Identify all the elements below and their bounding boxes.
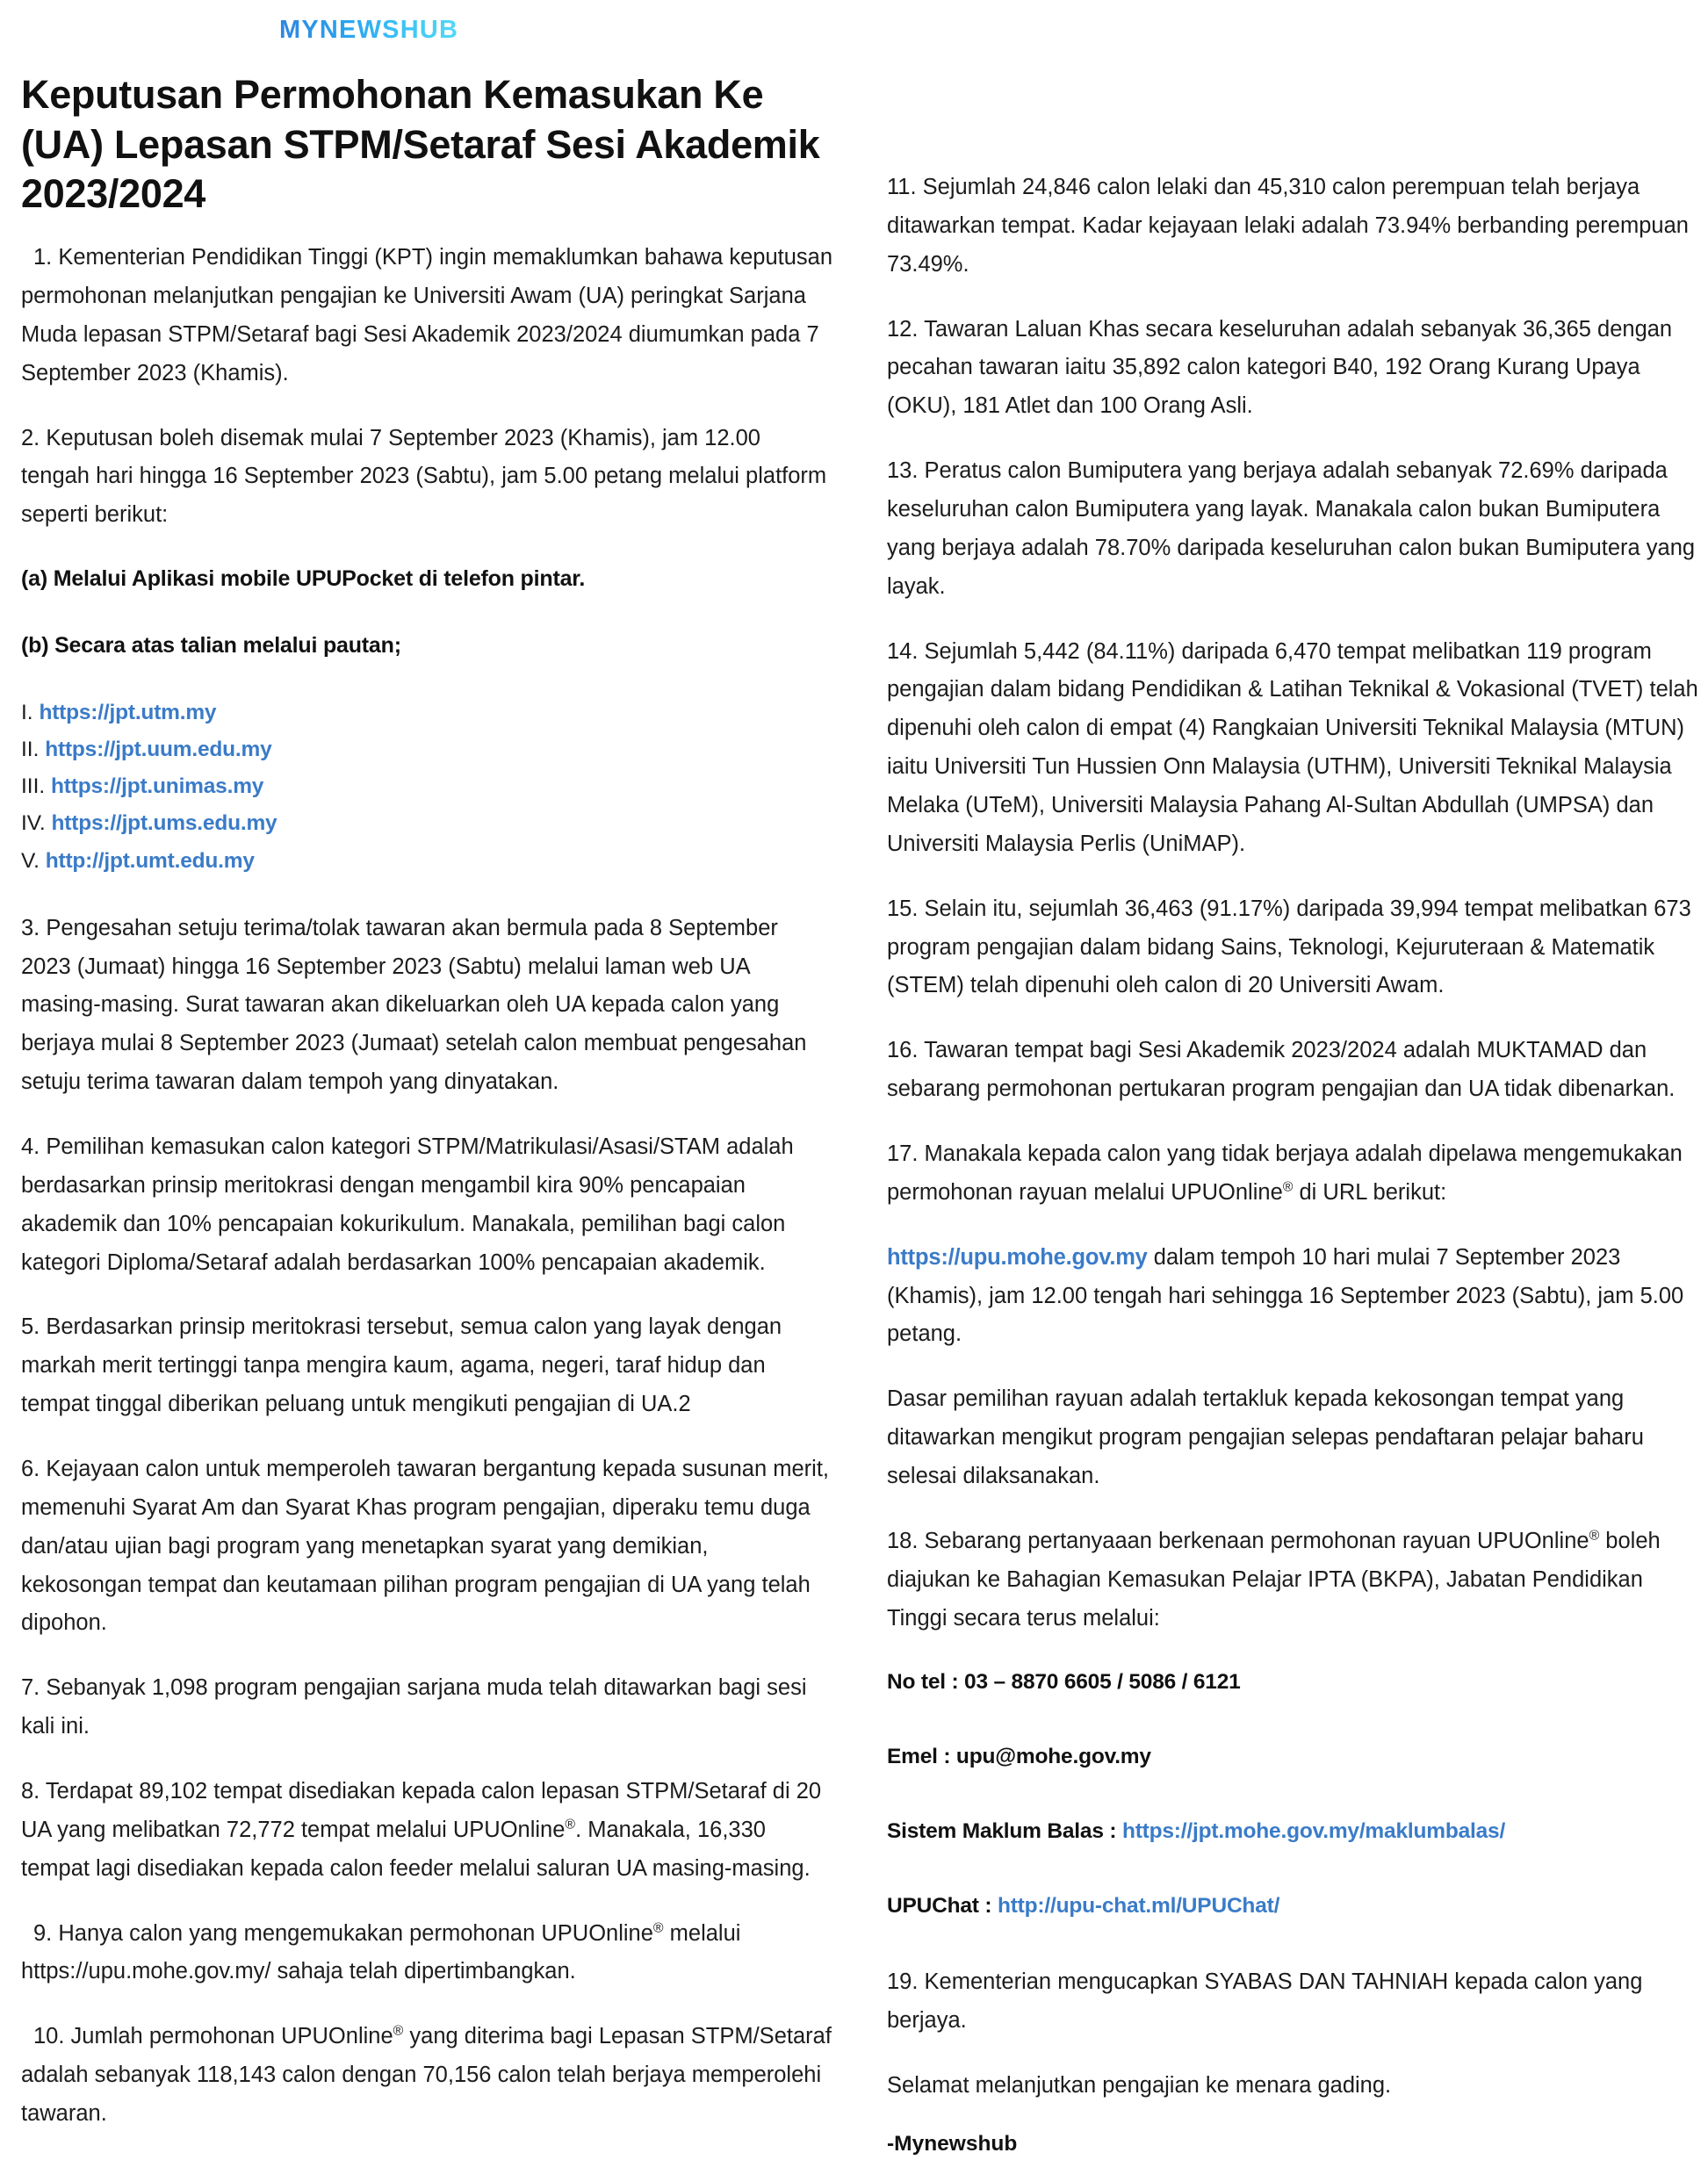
- link-jpt-umt[interactable]: http://jpt.umt.edu.my: [45, 848, 255, 873]
- list-item: [21, 843, 832, 880]
- paragraph-13: 13. Peratus calon Bumiputera yang berjaya adalah sebanyak 72.69% daripada keseluruhan calon Bumiputera yang layak. Manakala calon bukan Bumiputera yang berjaya adalah 78.70% daripada keseluruhan calon bukan Bumiputera yang layak.: [887, 458, 1696, 599]
- link-jpt-ums[interactable]: https://jpt.ums.edu.my: [51, 811, 277, 836]
- link-maklumbalas[interactable]: https://jpt.mohe.gov.my/maklumbalas/: [1121, 1818, 1506, 1843]
- site-header: [0, 0, 1708, 58]
- mynewshub-logo: MYNEWSHUB: [279, 16, 459, 44]
- paragraph-6: 6. Kejayaan calon untuk memperoleh tawaran bergantung kepada susunan merit, memenuhi Syarat Am dan Syarat Khas program pengajian, diperaku temu duga dan/atau ujian bagi program yang menetapkan syarat yang demikian, kekosongan tempat dan keutamaan pilihan program pengajian di UA yang telah dipohon.: [21, 1457, 830, 1636]
- closing-line: Selamat melanjutkan pengajian ke menara gading.: [887, 2072, 1392, 2098]
- page-title: Keputusan Permohonan Kemasukan Ke (UA) Lepasan STPM/Setaraf Sesi Akademik 2023/2024: [21, 72, 820, 217]
- paragraph-17: [887, 1135, 1698, 1213]
- paragraph-18: [887, 1523, 1698, 1638]
- paragraph-9-text-a: 9. Hanya calon yang mengemukakan permohonan UPUOnline: [33, 1920, 653, 1946]
- signature: -Mynewshub: [887, 2131, 1018, 2156]
- paragraph-11: 11. Sejumlah 24,846 calon lelaki dan 45,310 calon perempuan telah berjaya ditawarkan tempat. Kadar kejayaan lelaki adalah 73.94% berbanding perempuan 73.49%.: [887, 175, 1689, 277]
- link-upuchat[interactable]: http://upu-chat.ml/UPUChat/: [997, 1894, 1280, 1919]
- upuchat-label: UPUChat :: [887, 1894, 998, 1919]
- contact-telephone: No tel : 03 – 8870 6605 / 5086 / 6121: [887, 1669, 1241, 1694]
- roman-numeral: III.: [21, 774, 46, 799]
- paragraph-9-text-b: melalui https://upu.mohe.gov.my/ sahaja telah dipertimbangkan.: [21, 1920, 741, 1984]
- link-jpt-unimas[interactable]: https://jpt.unimas.my: [51, 774, 264, 799]
- list-item: [21, 805, 832, 842]
- paragraph-10-text-b: yang diterima bagi Lepasan STPM/Setaraf adalah sebanyak 118,143 calon dengan 70,156 calon telah berjaya memperolehi tawaran.: [21, 2024, 832, 2127]
- paragraph-5: 5. Berdasarkan prinsip meritokrasi tersebut, semua calon yang layak dengan markah merit tertinggi tanpa mengira kaum, agama, negeri, taraf hidup dan tempat tinggal diberikan peluang untuk mengikuti pengajian di UA.2: [21, 1314, 782, 1417]
- roman-numeral: II.: [21, 738, 40, 762]
- paragraph-4: 4. Pemilihan kemasukan calon kategori STPM/Matrikulasi/Asasi/STAM adalah berdasarkan prinsip meritokrasi dengan mengambil kira 90% pencapaian akademik dan 10% pencapaian kokurikulum. Manakala, pemilihan bagi calon kategori Diploma/Setaraf adalah berdasarkan 100% pencapaian akademik.: [21, 1134, 794, 1275]
- registered-mark-icon: ®: [652, 1920, 664, 1936]
- paragraph-19: 19. Kementerian mengucapkan SYABAS DAN TAHNIAH kepada calon yang berjaya.: [887, 1969, 1643, 2034]
- paragraph-14: 14. Sejumlah 5,442 (84.11%) daripada 6,470 tempat melibatkan 119 program pengajian dalam bidang Pendidikan & Latihan Teknikal & Vokasional (TVET) telah dipenuhi oleh calon di empat (4) Rangkaian Universiti Teknikal Malaysia (MTUN) iaitu Universiti Tun Hussien Onn Malaysia (UTHM), Universiti Teknikal Malaysia Melaka (UTeM), Universiti Malaysia Pahang Al-Sultan Abdullah (UMPSA) dan Universiti Malaysia Perlis (UniMAP).: [887, 638, 1698, 856]
- paragraph-17-text-a: 17. Manakala kepada calon yang tidak berjaya adalah dipelawa mengemukakan permohonan rayuan melalui UPUOnline: [887, 1141, 1683, 1205]
- paragraph-2: 2. Keputusan boleh disemak mulai 7 September 2023 (Khamis), jam 12.00 tengah hari hingga 16 September 2023 (Sabtu), jam 5.00 petang melalui platform seperti berikut:: [21, 425, 827, 528]
- university-link-list: [21, 695, 832, 880]
- roman-numeral: V.: [21, 848, 40, 873]
- registered-mark-icon: ®: [1589, 1528, 1600, 1544]
- feedback-label: Sistem Maklum Balas :: [887, 1818, 1122, 1843]
- registered-mark-icon: ®: [393, 2023, 404, 2039]
- paragraph-8-text-a: 8. Terdapat 89,102 tempat disediakan kepada calon lepasan STPM/Setaraf di 20 UA yang melibatkan 72,772 tempat melalui UPUOnline: [21, 1779, 822, 1842]
- registered-mark-icon: ®: [1282, 1179, 1294, 1195]
- paragraph-dasar: Dasar pemilihan rayuan adalah tertakluk kepada kekosongan tempat yang ditawarkan mengikut program pengajian selepas pendaftaran pelajar baharu selesai dilaksanakan.: [887, 1386, 1644, 1489]
- roman-numeral: I.: [21, 701, 33, 725]
- link-upu-mohe[interactable]: https://upu.mohe.gov.my: [887, 1244, 1148, 1270]
- link-jpt-utm[interactable]: https://jpt.utm.my: [39, 701, 217, 725]
- appeal-url-rest: dalam tempoh 10 hari mulai 7 September 2023 (Khamis), jam 12.00 tengah hari sehingga 16 September 2023 (Sabtu), jam 5.00 petang.: [887, 1244, 1684, 1347]
- option-a-label: (a) Melalui Aplikasi mobile UPUPocket di telefon pintar.: [21, 566, 586, 592]
- contact-feedback-system: [887, 1814, 1698, 1848]
- paragraph-16: 16. Tawaran tempat bagi Sesi Akademik 2023/2024 adalah MUKTAMAD dan sebarang permohonan pertukaran program pengajian dan UA tidak dibenarkan.: [887, 1038, 1676, 1102]
- paragraph-18-text-a: 18. Sebarang pertanyaaan berkenaan permohonan rayuan UPUOnline: [887, 1528, 1589, 1553]
- paragraph-3: 3. Pengesahan setuju terima/tolak tawaran akan bermula pada 8 September 2023 (Jumaat) hingga 16 September 2023 (Sabtu) melalui laman web UA masing-masing. Surat tawaran akan dikeluarkan oleh UA kepada calon yang berjaya mulai 8 September 2023 (Jumaat) setelah calon membuat pengesahan setuju terima tawaran dalam tempoh yang dinyatakan.: [21, 915, 807, 1095]
- option-b-label: (b) Secara atas talian melalui pautan;: [21, 633, 401, 659]
- list-item: [21, 768, 832, 805]
- contact-email: Emel : upu@mohe.gov.my: [887, 1744, 1151, 1768]
- paragraph-7: 7. Sebanyak 1,098 program pengajian sarjana muda telah ditawarkan bagi sesi kali ini.: [21, 1675, 807, 1739]
- paragraph-1: 1. Kementerian Pendidikan Tinggi (KPT) ingin memaklumkan bahawa keputusan permohonan melanjutkan pengajian ke Universiti Awam (UA) peringkat Sarjana Muda lepasan STPM/Setaraf bagi Sesi Akademik 2023/2024 diumumkan pada 7 September 2023 (Khamis).: [21, 245, 833, 385]
- appeal-url-paragraph: [887, 1239, 1698, 1355]
- roman-numeral: IV.: [21, 811, 46, 836]
- left-column: [21, 65, 832, 2160]
- paragraph-9: [21, 1915, 832, 1992]
- paragraph-17-text-b: di URL berikut:: [1293, 1179, 1447, 1205]
- paragraph-8: [21, 1773, 832, 1889]
- paragraph-8-text-b: . Manakala, 16,330 tempat lagi disediakan kepada calon feeder melalui saluran UA masing-masing.: [21, 1817, 811, 1881]
- paragraph-18-text-b: boleh diajukan ke Bahagian Kemasukan Pelajar IPTA (BKPA), Jabatan Pendidikan Tinggi secara terus melalui:: [887, 1528, 1661, 1631]
- right-column: [887, 65, 1698, 2156]
- contact-upuchat: [887, 1889, 1698, 1923]
- paragraph-10: [21, 2018, 832, 2134]
- registered-mark-icon: ®: [565, 1817, 576, 1832]
- list-item: [21, 695, 832, 731]
- paragraph-12: 12. Tawaran Laluan Khas secara keseluruhan adalah sebanyak 36,365 dengan pecahan tawaran iaitu 35,892 calon kategori B40, 192 Orang Kurang Upaya (OKU), 181 Atlet dan 100 Orang Asli.: [887, 316, 1673, 419]
- link-jpt-uum[interactable]: https://jpt.uum.edu.my: [45, 738, 272, 762]
- article-columns: [0, 58, 1708, 2160]
- paragraph-15: 15. Selain itu, sejumlah 36,463 (91.17%) daripada 39,994 tempat melibatkan 673 program pengajian dalam bidang Sains, Teknologi, Kejuruteraan & Matematik (STEM) telah dipenuhi oleh calon di 20 Universiti Awam.: [887, 896, 1691, 998]
- list-item: [21, 731, 832, 768]
- paragraph-10-text-a: 10. Jumlah permohonan UPUOnline: [33, 2024, 393, 2049]
